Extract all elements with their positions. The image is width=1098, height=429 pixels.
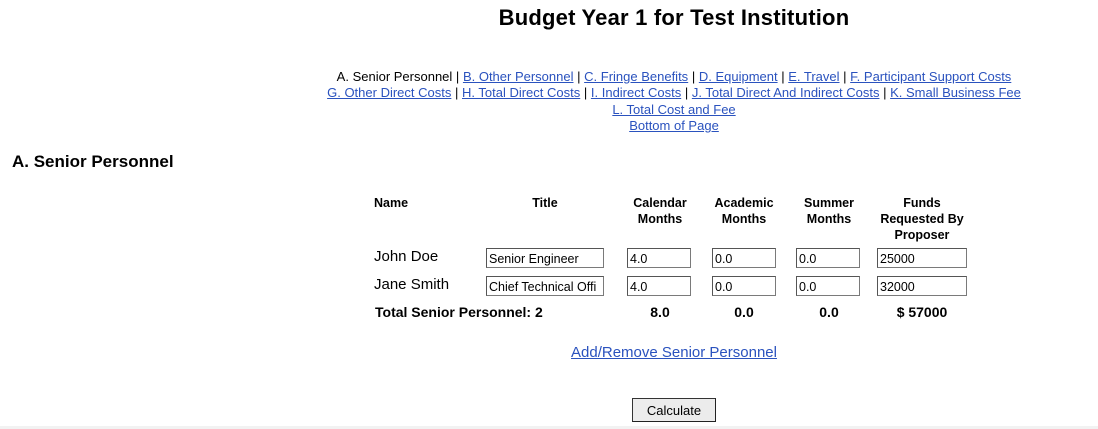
- section-navigation: [250, 69, 1098, 134]
- nav-separator: |: [583, 85, 588, 101]
- nav-link-total-cost-and-fee[interactable]: L. Total Cost and Fee: [612, 101, 736, 117]
- row-1-name: John Doe: [374, 248, 439, 265]
- total-academic-months: 0.0: [734, 304, 754, 320]
- nav-link-indirect-costs[interactable]: I. Indirect Costs: [590, 85, 682, 101]
- nav-separator: |: [454, 85, 459, 101]
- nav-line-4: [250, 118, 1098, 134]
- row-2-summer-months-input[interactable]: [796, 276, 860, 296]
- nav-link-total-direct-costs[interactable]: H. Total Direct Costs: [462, 85, 581, 101]
- row-2-title-input[interactable]: [486, 276, 604, 296]
- row-1-summer-months-input[interactable]: [796, 248, 860, 268]
- header-name: Name: [374, 196, 409, 210]
- nav-link-participant-support-costs[interactable]: F. Participant Support Costs: [850, 69, 1012, 84]
- nav-link-other-personnel[interactable]: B. Other Personnel: [462, 69, 574, 84]
- nav-separator: |: [455, 69, 460, 84]
- nav-link-fringe-benefits[interactable]: C. Fringe Benefits: [584, 69, 689, 84]
- nav-item-senior-personnel: A. Senior Personnel: [336, 69, 453, 84]
- row-1-calendar-months-input[interactable]: [627, 248, 691, 268]
- nav-separator: |: [843, 69, 847, 84]
- row-2-funds-input[interactable]: [877, 276, 967, 296]
- nav-separator: |: [577, 69, 581, 84]
- header-calendar-months: Calendar Months: [633, 196, 687, 226]
- header-funds-requested: Funds Requested By Proposer: [880, 196, 964, 242]
- header-summer-months: Summer Months: [803, 196, 855, 226]
- row-2-calendar-months-input[interactable]: [627, 276, 691, 296]
- calculate-button[interactable]: Calculate: [632, 398, 716, 422]
- nav-link-other-direct-costs[interactable]: G. Other Direct Costs: [327, 85, 452, 101]
- nav-link-small-business-fee[interactable]: K. Small Business Fee: [890, 85, 1021, 101]
- row-1-funds-input[interactable]: [877, 248, 967, 268]
- nav-separator: |: [781, 69, 785, 84]
- nav-separator: |: [691, 69, 696, 84]
- add-remove-senior-personnel-link[interactable]: Add/Remove Senior Personnel: [571, 344, 777, 361]
- section-heading: A. Senior Personnel: [12, 152, 174, 171]
- nav-link-bottom-of-page[interactable]: Bottom of Page: [629, 117, 719, 133]
- nav-link-total-direct-and-indirect-costs[interactable]: J. Total Direct And Indirect Costs: [691, 85, 880, 101]
- page-title: Budget Year 1 for Test Institution: [498, 5, 850, 30]
- nav-separator: |: [684, 85, 689, 101]
- header-title: Title: [532, 196, 558, 210]
- total-calendar-months: 8.0: [650, 304, 670, 320]
- nav-link-travel[interactable]: E. Travel: [788, 69, 840, 84]
- nav-line-1: [250, 69, 1098, 85]
- nav-link-equipment[interactable]: D. Equipment: [698, 69, 778, 84]
- add-remove-container: [0, 344, 1098, 361]
- row-1-title-input[interactable]: [486, 248, 604, 268]
- nav-line-2: [250, 85, 1098, 101]
- header-academic-months: Academic Months: [714, 196, 774, 226]
- total-funds-requested: $ 57000: [896, 304, 948, 320]
- total-summer-months: 0.0: [819, 304, 839, 320]
- row-1-academic-months-input[interactable]: [712, 248, 776, 268]
- row-2-name: Jane Smith: [374, 276, 450, 293]
- nav-line-3: [250, 102, 1098, 118]
- row-2-academic-months-input[interactable]: [712, 276, 776, 296]
- nav-separator: |: [883, 85, 887, 101]
- total-senior-personnel-label: Total Senior Personnel: 2: [375, 304, 543, 320]
